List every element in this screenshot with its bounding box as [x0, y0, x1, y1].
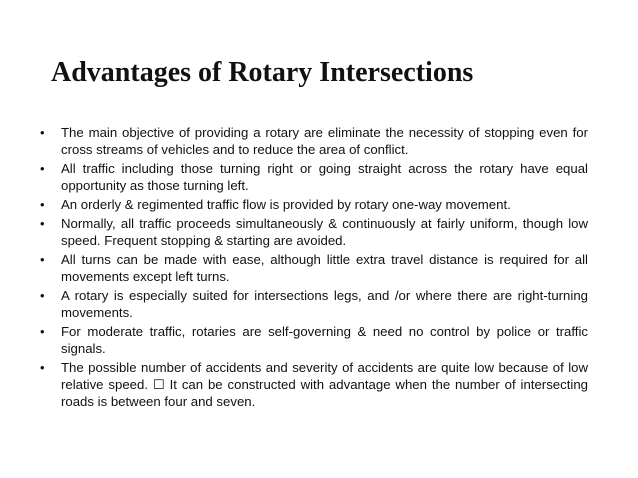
bullet-item [40, 160, 588, 194]
bullet-text: Normally, all traffic proceeds simultaneously & continuously at fairly uniform, though low speed. Frequent stopping & starting are avoided. [61, 216, 588, 248]
bullet-item [40, 251, 588, 285]
bullet-icon: • [40, 360, 45, 375]
bullet-icon: • [40, 216, 45, 231]
bullet-item [40, 124, 588, 158]
bullet-item [40, 359, 588, 410]
bullet-icon: • [40, 288, 45, 303]
bullet-icon: • [40, 324, 45, 339]
bullet-text: The possible number of accidents and severity of accidents are quite low because of low relative speed. ☐ It can be constructed with advantage when the number of intersecting roads is between four and seven. [61, 360, 588, 409]
bullet-icon: • [40, 125, 45, 140]
bullet-text: A rotary is especially suited for intersections legs, and /or where there are right-turning movements. [61, 288, 588, 320]
bullet-text: The main objective of providing a rotary are eliminate the necessity of stopping even for cross streams of vehicles and to reduce the area of conflict. [61, 125, 588, 157]
bullet-item [40, 215, 588, 249]
bullet-text: For moderate traffic, rotaries are self-governing & need no control by police or traffic signals. [61, 324, 588, 356]
bullet-icon: • [40, 252, 45, 267]
bullet-item [40, 196, 588, 213]
bullet-list [40, 124, 588, 412]
bullet-text: An orderly & regimented traffic flow is provided by rotary one-way movement. [61, 197, 511, 212]
slide-title: Advantages of Rotary Intersections [51, 57, 474, 88]
bullet-text: All turns can be made with ease, although little extra travel distance is required for all movements except left turns. [61, 252, 588, 284]
bullet-icon: • [40, 197, 45, 212]
bullet-item [40, 323, 588, 357]
bullet-item [40, 287, 588, 321]
bullet-text: All traffic including those turning right or going straight across the rotary have equal opportunity as those turning left. [61, 161, 588, 193]
bullet-icon: • [40, 161, 45, 176]
